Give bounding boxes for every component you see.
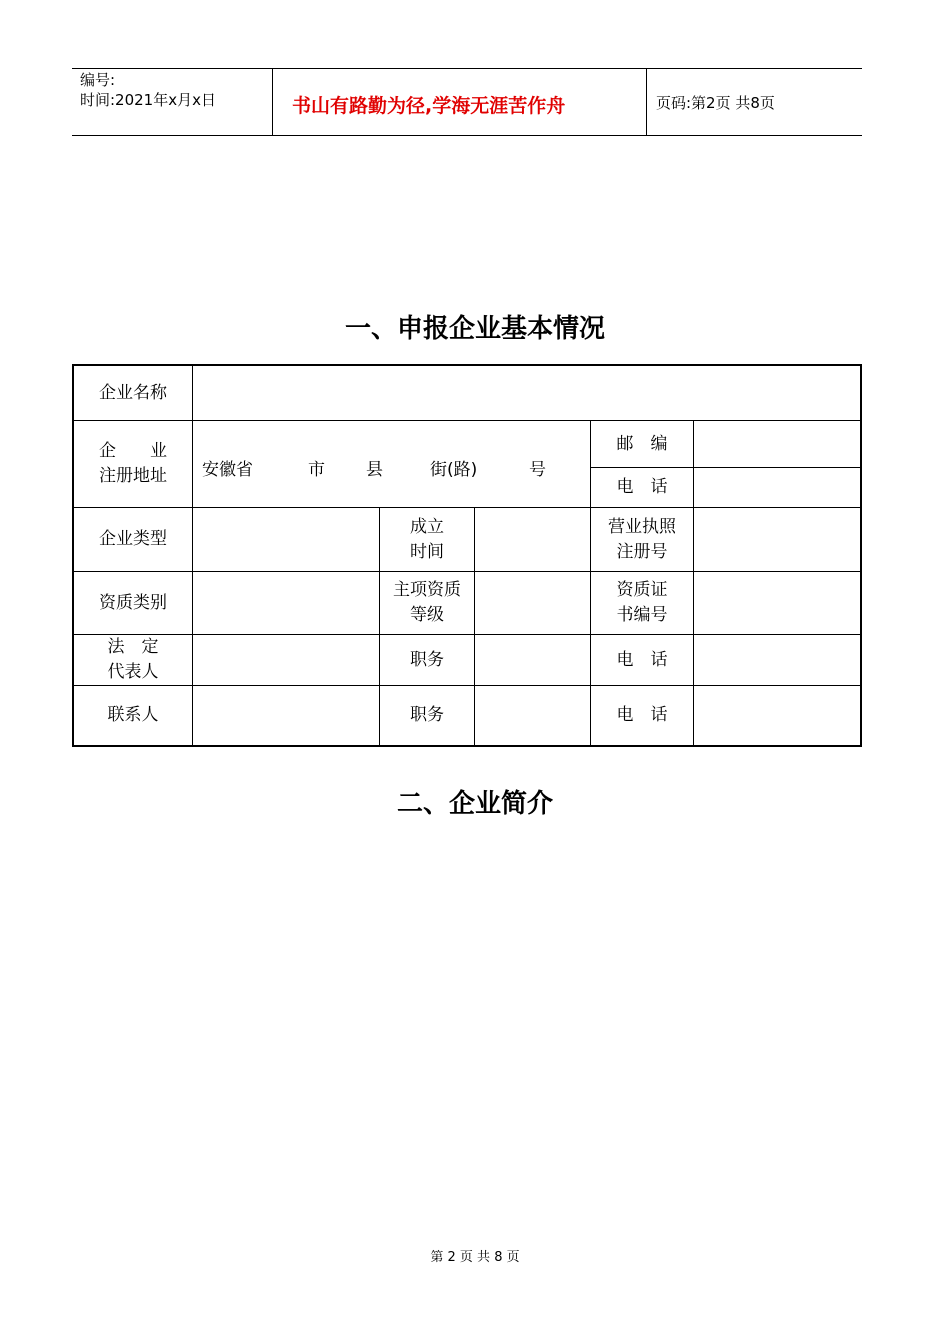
- address-street: 街(路): [430, 460, 478, 480]
- position-text-2: 职务: [410, 705, 444, 725]
- postcode-field[interactable]: [694, 421, 860, 467]
- main-grade-line1: 主项资质: [393, 580, 461, 600]
- reg-address-label-line1: 企 业: [99, 441, 167, 461]
- license-field[interactable]: [694, 508, 860, 571]
- phone-text-1: 电 话: [616, 477, 668, 497]
- license-line1: 营业执照: [608, 516, 676, 537]
- address-province: 安徽省: [202, 460, 253, 480]
- contact-label: [74, 686, 192, 745]
- main-grade-field[interactable]: [475, 572, 590, 634]
- established-label: [380, 508, 474, 571]
- position-label-1: [380, 635, 474, 685]
- main-grade-line2: 等级: [410, 605, 444, 625]
- established-line1: 成立: [410, 516, 444, 537]
- license-label: [591, 508, 693, 571]
- postcode-text: 邮 编: [616, 433, 668, 454]
- postcode-label: [591, 421, 693, 467]
- legal-rep-label: [74, 635, 192, 685]
- phone-label-2: [591, 635, 693, 685]
- phone-field-2[interactable]: [694, 635, 860, 685]
- reg-address-label: [74, 421, 192, 507]
- qualification-type-text: 资质类别: [99, 592, 167, 613]
- license-line2: 注册号: [616, 541, 668, 562]
- cert-no-label: [591, 572, 693, 634]
- page-footer: 第 2 页 共 8 页: [430, 1250, 520, 1265]
- phone-label-3: [591, 686, 693, 745]
- company-name-label: [74, 366, 192, 420]
- company-info-table: [72, 364, 862, 747]
- established-field[interactable]: [475, 508, 590, 571]
- reg-address-label-line2: 注册地址: [99, 466, 167, 486]
- address-county: 县: [366, 460, 383, 480]
- cert-no-line2: 书编号: [616, 605, 668, 625]
- reg-address-field[interactable]: [193, 421, 590, 507]
- company-type-label: [74, 508, 192, 571]
- established-line2: 时间: [410, 541, 444, 562]
- section-title-basic-info: 一、申报企业基本情况: [344, 314, 605, 344]
- header-motto: 书山有路勤为径,学海无涯苦作舟: [292, 95, 566, 117]
- header-number-label: 编号:: [80, 71, 116, 89]
- position-field-1[interactable]: [475, 635, 590, 685]
- contact-field[interactable]: [193, 686, 379, 745]
- header-divider-right: [646, 69, 647, 136]
- main-grade-label: [380, 572, 474, 634]
- legal-rep-field[interactable]: [193, 635, 379, 685]
- qualification-type-label: [74, 572, 192, 634]
- legal-rep-line2: 代表人: [107, 662, 159, 682]
- header-bottom-rule: [72, 135, 862, 136]
- header-top-rule: [72, 68, 862, 69]
- section-title-company-intro: 二、企业简介: [396, 789, 553, 819]
- position-field-2[interactable]: [475, 686, 590, 745]
- phone-field-1[interactable]: [694, 468, 860, 507]
- company-type-text: 企业类型: [99, 529, 167, 549]
- cert-no-line1: 资质证: [616, 580, 668, 600]
- phone-text-3: 电 话: [616, 705, 668, 725]
- header-time-label: 时间:2021年x月x日: [80, 91, 216, 109]
- company-name-text: 企业名称: [99, 382, 167, 403]
- contact-text: 联系人: [107, 705, 159, 725]
- cert-no-field[interactable]: [694, 572, 860, 634]
- phone-text-2: 电 话: [616, 649, 668, 670]
- position-label-2: [380, 686, 474, 745]
- phone-field-3[interactable]: [694, 686, 860, 745]
- header-page-label: 页码:第2页 共8页: [656, 94, 775, 112]
- company-type-field[interactable]: [193, 508, 379, 571]
- company-name-field[interactable]: [193, 366, 860, 420]
- address-number: 号: [529, 460, 546, 480]
- position-text-1: 职务: [410, 649, 444, 670]
- legal-rep-line1: 法 定: [107, 637, 159, 657]
- qualification-type-field[interactable]: [193, 572, 379, 634]
- address-city: 市: [308, 460, 325, 480]
- phone-label-1: [591, 468, 693, 507]
- header-divider-left: [272, 69, 273, 136]
